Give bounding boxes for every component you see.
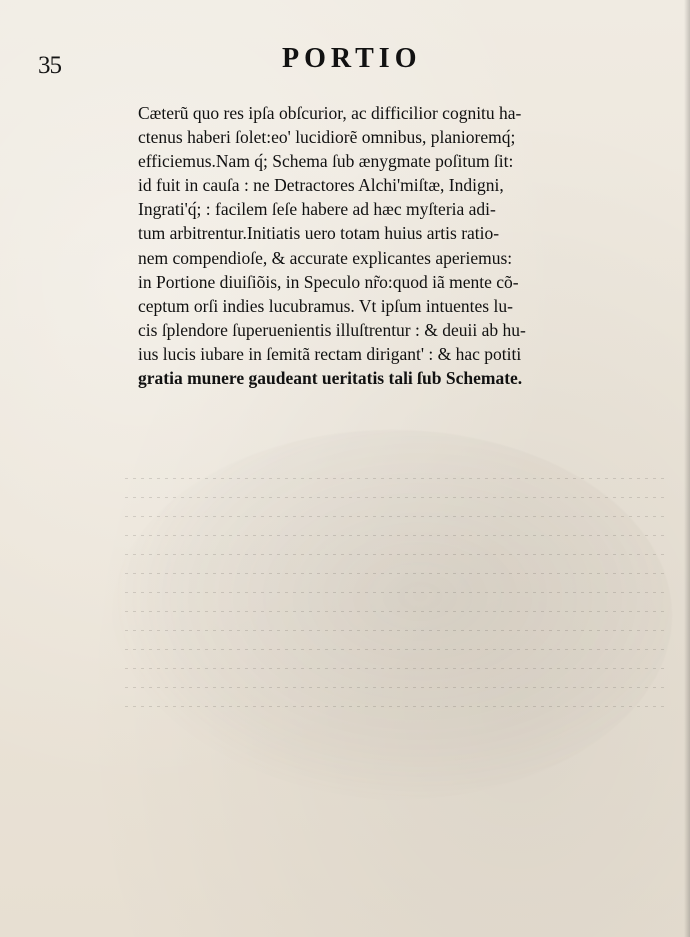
show-through-illustration	[112, 430, 672, 800]
running-head: PORTIO	[282, 43, 422, 74]
text-line: ceptum orſi indies lucubramus. Vt ipſum intuentes lu-	[138, 295, 513, 316]
page-edge-shadow	[684, 0, 690, 937]
text-line: efficiemus.Nam q́; Schema ſub ænygmate poſitum ſit:	[138, 151, 514, 172]
text-line: ius lucis iubare in ſemitã rectam dirigant' : & hac potiti	[138, 343, 522, 364]
page-number: 35	[38, 52, 61, 79]
text-line: ctenus haberi ſolet:eo' lucidiorẽ omnibus, planioremq́;	[138, 127, 516, 148]
text-line: cis ſplendore ſuperuenientis illuſtrentur : & deuii ab hu-	[138, 319, 526, 340]
text-line: in Portione diuiſiõis, in Speculo nr̃o:quod iã mente cõ-	[138, 271, 519, 292]
body-paragraph	[138, 101, 632, 390]
text-line: tum arbitrentur.Initiatis uero totam huius artis ratio-	[138, 223, 500, 244]
text-line: id fuit in cauſa : ne Detractores Alchi'miſtæ, Indigni,	[138, 175, 504, 196]
text-line: Cæterũ quo res ipſa obſcurior, ac difficilior cognitu ha-	[138, 103, 522, 123]
text-line: nem compendioſe, & accurate explicantes aperiemus:	[138, 247, 513, 268]
text-line: gratia munere gaudeant ueritatis tali ſub Schemate.	[138, 368, 523, 389]
text-line: Ingrati'q́; : facilem ſeſe habere ad hæc myſteria adi-	[138, 199, 496, 220]
